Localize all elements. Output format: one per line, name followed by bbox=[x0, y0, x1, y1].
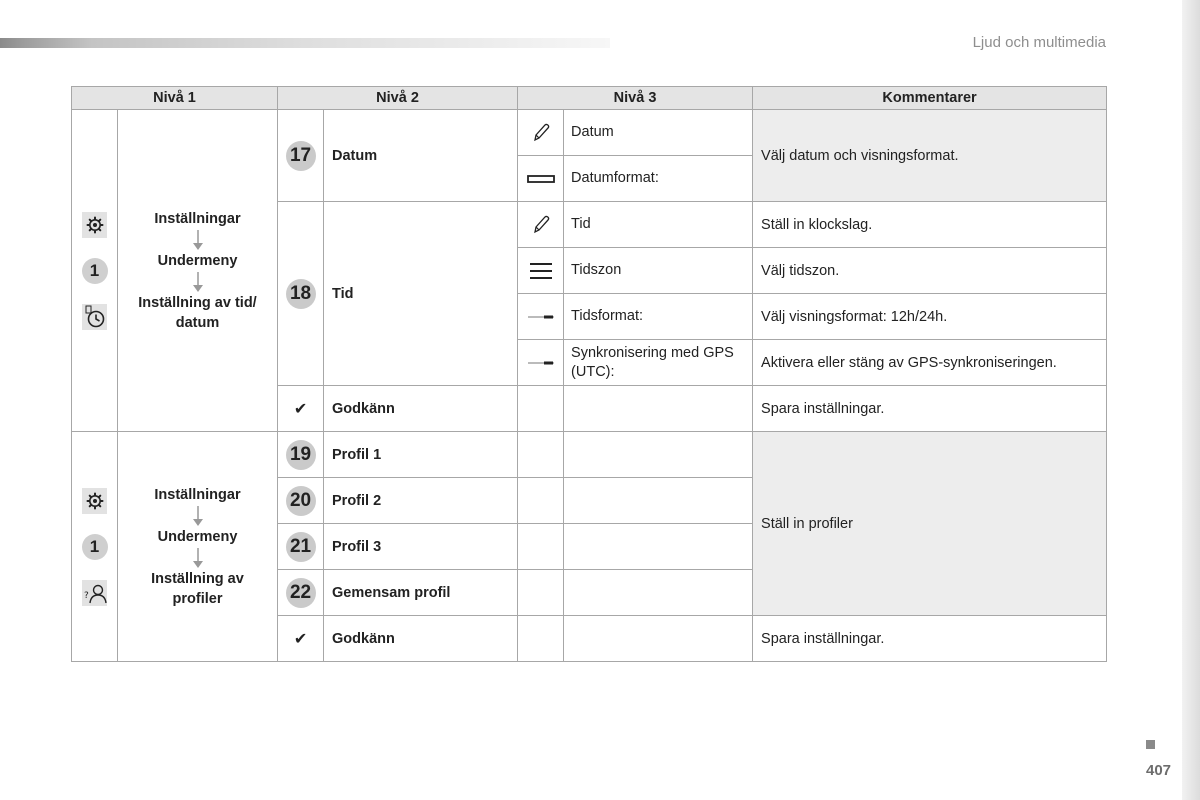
settings-menu-table bbox=[71, 86, 1107, 662]
level2-label: Godkänn bbox=[324, 616, 518, 662]
badge-cell bbox=[278, 524, 324, 570]
number-1-icon: 1 bbox=[82, 534, 108, 560]
level3-label: Datumformat: bbox=[564, 156, 753, 202]
section-title: Ljud och multimedia bbox=[972, 34, 1106, 51]
gear-icon bbox=[82, 488, 107, 514]
path-step-time-date: Inställning av tid/ datum bbox=[138, 294, 257, 331]
number-badge: 21 bbox=[286, 532, 316, 562]
path-step-submenu: Undermeny bbox=[157, 528, 238, 545]
badge-cell bbox=[278, 110, 324, 202]
level2-label: Gemensam profil bbox=[324, 570, 518, 616]
level1-icon-cell bbox=[72, 432, 118, 662]
level2-label: Profil 2 bbox=[324, 478, 518, 524]
page-marker bbox=[1146, 740, 1155, 749]
level3-icon-cell bbox=[518, 156, 564, 202]
level1-icon-cell bbox=[72, 110, 118, 432]
empty-cell bbox=[564, 432, 753, 478]
empty-cell bbox=[564, 524, 753, 570]
comment-cell: Ställ in klockslag. bbox=[753, 202, 1107, 248]
number-badge: 22 bbox=[286, 578, 316, 608]
page-edge-strip bbox=[1182, 0, 1200, 800]
arrow-down-icon bbox=[192, 547, 204, 569]
path-step-submenu: Undermeny bbox=[157, 252, 238, 269]
empty-cell bbox=[564, 616, 753, 662]
profile-icon bbox=[82, 580, 107, 606]
column-header-level1: Nivå 1 bbox=[72, 87, 278, 110]
empty-cell bbox=[518, 478, 564, 524]
table-row bbox=[72, 432, 1107, 478]
comment-cell: Välj tidszon. bbox=[753, 248, 1107, 294]
level1-path-cell bbox=[118, 110, 278, 432]
level3-label: Tid bbox=[564, 202, 753, 248]
checkmark-icon: ✔ bbox=[278, 386, 324, 432]
header-decor-bar bbox=[0, 38, 610, 48]
level3-icon-cell bbox=[518, 294, 564, 340]
empty-cell bbox=[518, 616, 564, 662]
comment-cell: Välj datum och visningsformat. bbox=[753, 110, 1107, 202]
badge-cell bbox=[278, 478, 324, 524]
gear-icon bbox=[82, 212, 107, 238]
table-header-row bbox=[72, 87, 1107, 110]
empty-cell bbox=[564, 570, 753, 616]
empty-cell bbox=[518, 524, 564, 570]
number-badge: 18 bbox=[286, 279, 316, 309]
level2-label: Tid bbox=[324, 202, 518, 386]
clock-settings-icon bbox=[82, 304, 107, 330]
empty-cell bbox=[518, 386, 564, 432]
column-header-level3: Nivå 3 bbox=[518, 87, 753, 110]
toggle-line-icon bbox=[527, 313, 555, 321]
comment-cell: Aktivera eller stäng av GPS-synkroniseringen. bbox=[753, 340, 1107, 386]
pencil-icon bbox=[531, 122, 551, 144]
page-number: 407 bbox=[1146, 762, 1172, 779]
level3-label: Tidszon bbox=[564, 248, 753, 294]
list-icon bbox=[529, 262, 553, 280]
comment-cell: Spara inställningar. bbox=[753, 616, 1107, 662]
toggle-line-icon bbox=[527, 359, 555, 367]
number-badge: 19 bbox=[286, 440, 316, 470]
comment-cell: Spara inställningar. bbox=[753, 386, 1107, 432]
number-1-icon: 1 bbox=[82, 258, 108, 284]
path-step-settings: Inställningar bbox=[154, 210, 241, 227]
level2-label: Godkänn bbox=[324, 386, 518, 432]
level2-label: Datum bbox=[324, 110, 518, 202]
comment-cell: Ställ in profiler bbox=[753, 432, 1107, 616]
comment-cell: Välj visningsformat: 12h/24h. bbox=[753, 294, 1107, 340]
level1-path-cell bbox=[118, 432, 278, 662]
bar-format-icon bbox=[527, 174, 555, 184]
checkmark-icon: ✔ bbox=[278, 616, 324, 662]
table-row bbox=[72, 110, 1107, 156]
arrow-down-icon bbox=[192, 229, 204, 251]
svg-text:?: ? bbox=[83, 590, 89, 601]
number-badge: 17 bbox=[286, 141, 316, 171]
badge-cell bbox=[278, 202, 324, 386]
badge-cell bbox=[278, 432, 324, 478]
empty-cell bbox=[518, 432, 564, 478]
empty-cell bbox=[564, 478, 753, 524]
level3-label: Synkronisering med GPS (UTC): bbox=[564, 340, 753, 386]
number-badge: 20 bbox=[286, 486, 316, 516]
level2-label: Profil 1 bbox=[324, 432, 518, 478]
arrow-down-icon bbox=[192, 271, 204, 293]
path-step-settings: Inställningar bbox=[154, 486, 241, 503]
arrow-down-icon bbox=[192, 505, 204, 527]
badge-cell bbox=[278, 570, 324, 616]
level3-icon-cell bbox=[518, 340, 564, 386]
pencil-icon bbox=[531, 214, 551, 236]
level3-icon-cell bbox=[518, 202, 564, 248]
level3-label: Datum bbox=[564, 110, 753, 156]
column-header-comments: Kommentarer bbox=[753, 87, 1107, 110]
empty-cell bbox=[518, 570, 564, 616]
path-step-profiles: Inställning av profiler bbox=[151, 570, 244, 607]
column-header-level2: Nivå 2 bbox=[278, 87, 518, 110]
level3-icon-cell bbox=[518, 110, 564, 156]
level2-label: Profil 3 bbox=[324, 524, 518, 570]
empty-cell bbox=[564, 386, 753, 432]
level3-icon-cell bbox=[518, 248, 564, 294]
level3-label: Tidsformat: bbox=[564, 294, 753, 340]
